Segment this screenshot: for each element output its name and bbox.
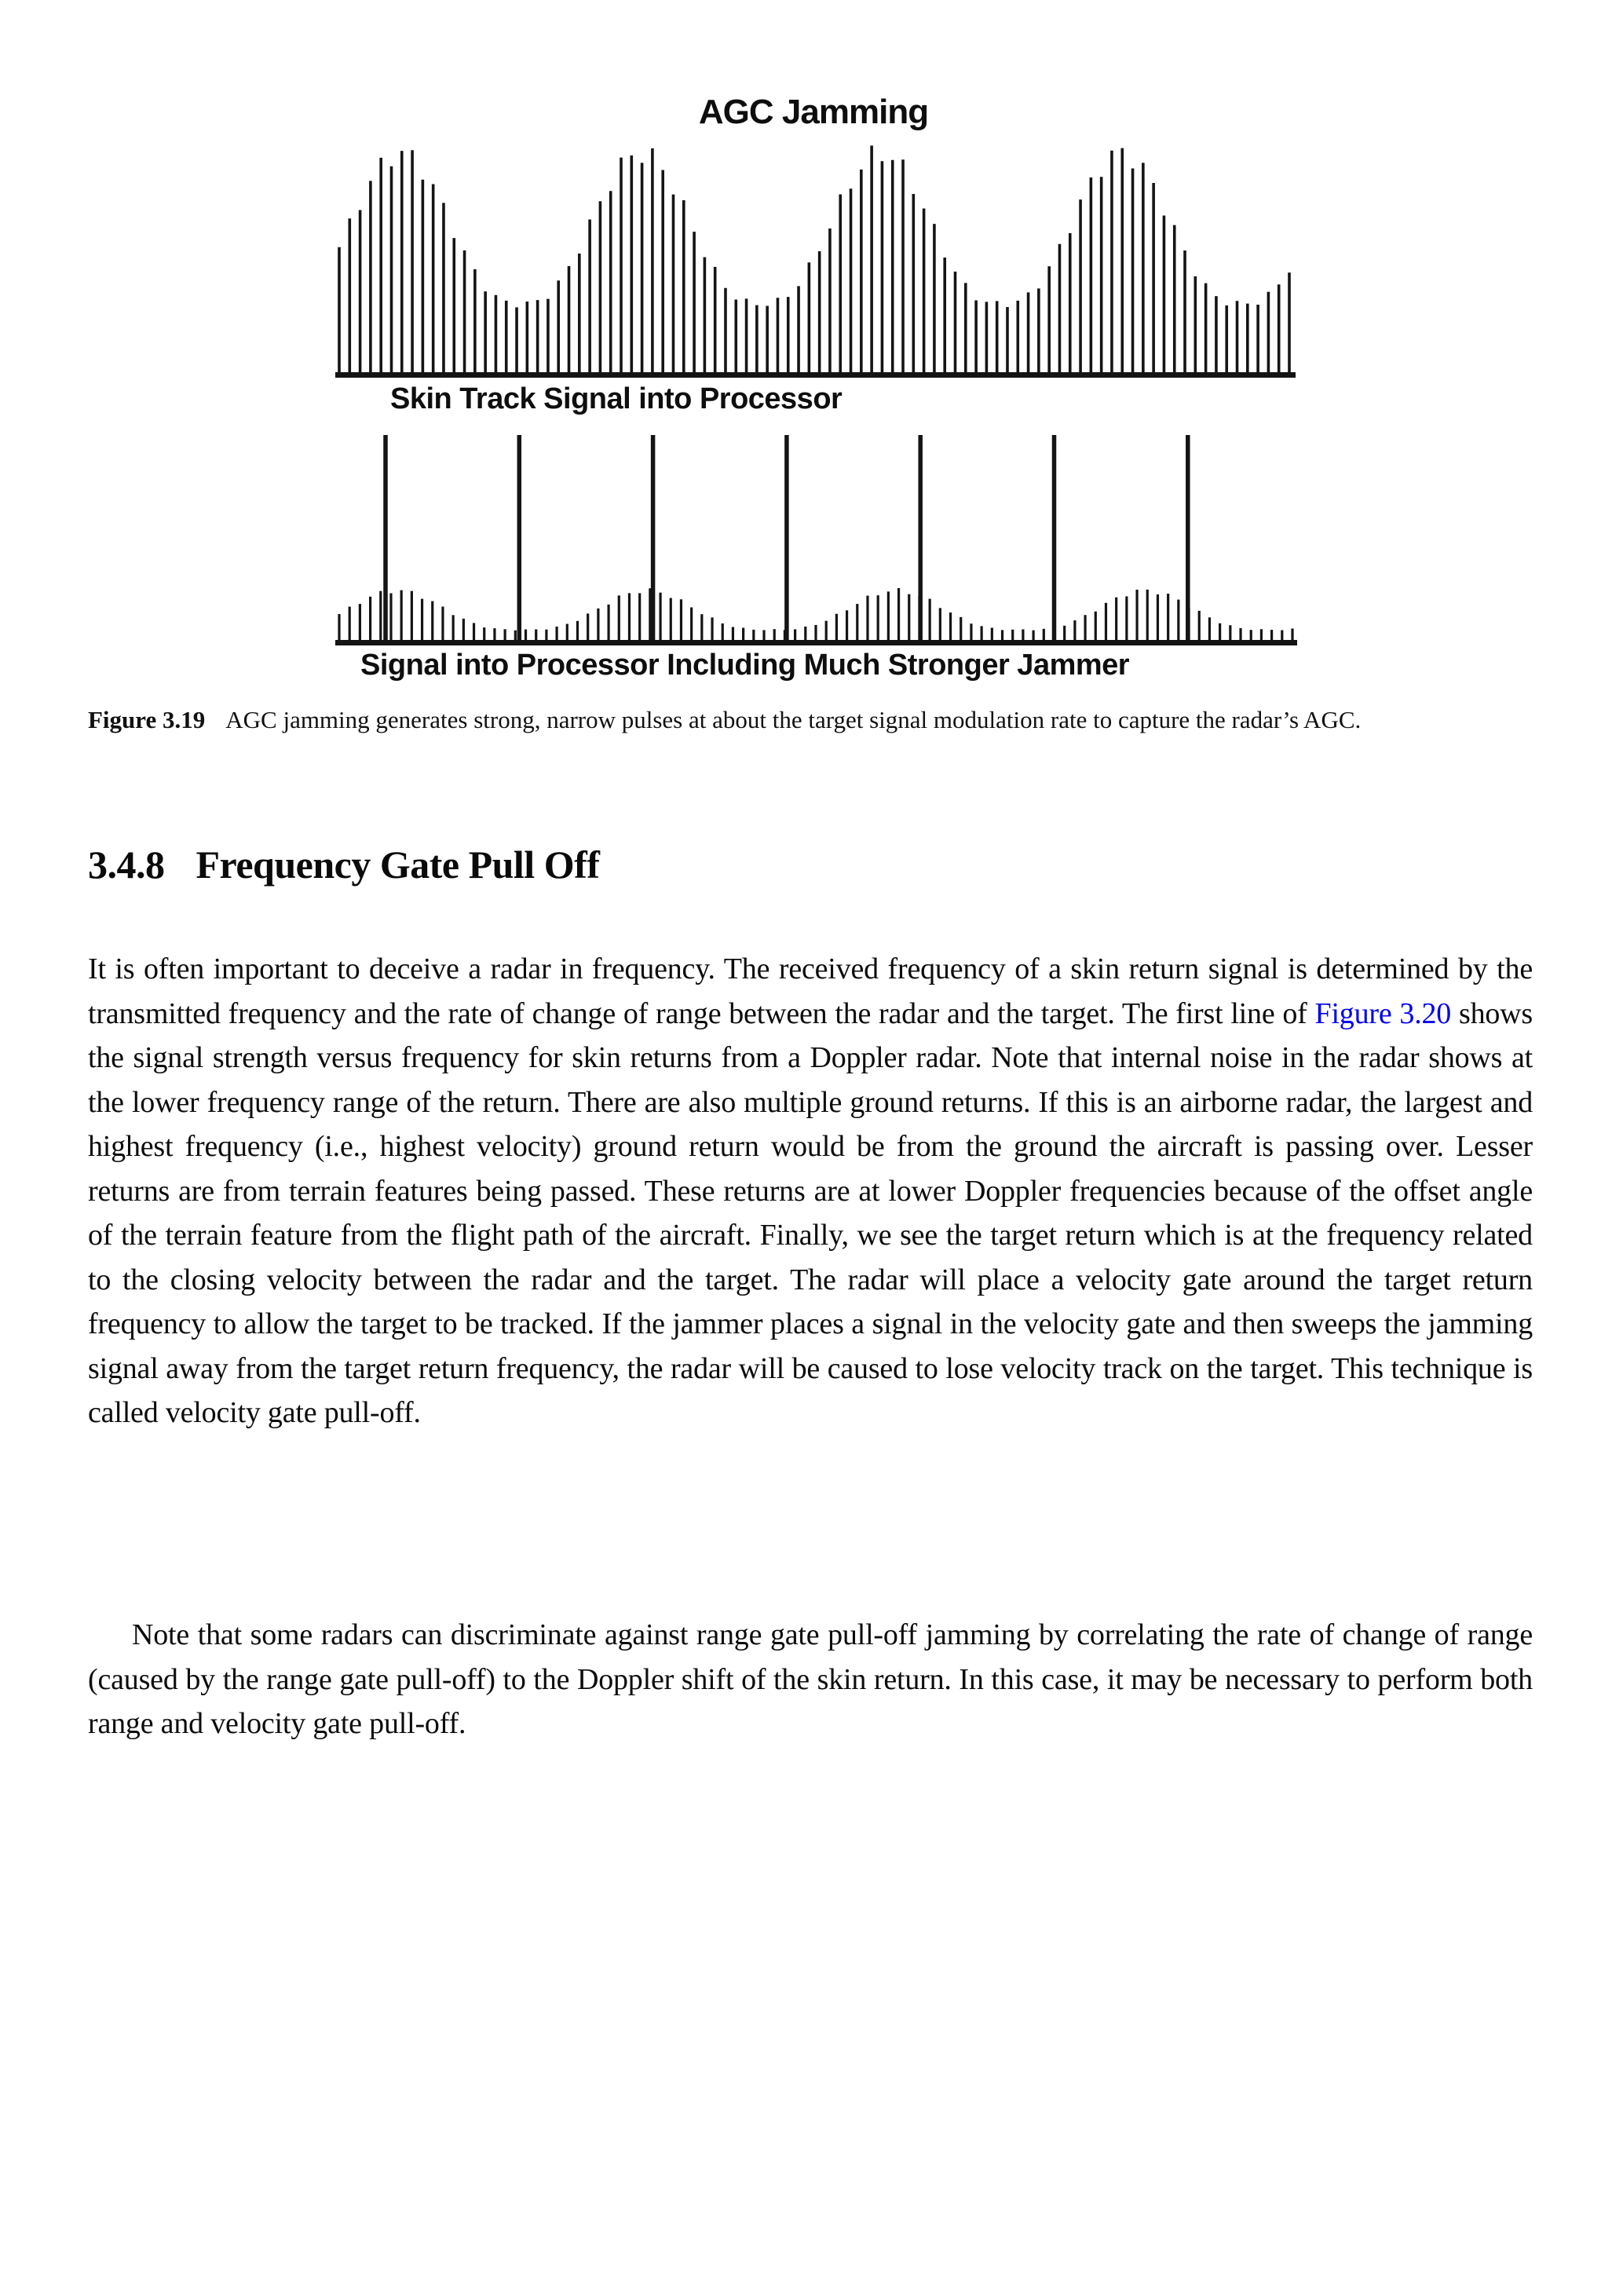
paragraph-frequency-gate-1 [88, 947, 1533, 1435]
figure-3-19 [0, 0, 1623, 699]
section-title: Frequency Gate Pull Off [196, 843, 600, 887]
figure-caption [88, 701, 1531, 738]
figure-caption-text: AGC jamming generates strong, narrow pulses at about the target signal modulation rate to capture the radar’s AGC. [225, 706, 1362, 733]
skin-track-signal-label: Skin Track Signal into Processor [390, 382, 843, 415]
paragraph-text: It is often important to deceive a radar in frequency. The received frequency of a skin return signal is determined by the transmitted frequency and the rate of change of range between the radar and the target. The first line of [88, 952, 1533, 1030]
section-number: 3.4.8 [88, 843, 165, 887]
figure-caption-number: Figure 3.19 [88, 706, 206, 733]
jammer-signal-label: Signal into Processor Including Much Stronger Jammer [360, 649, 1130, 682]
paragraph-frequency-gate-2: Note that some radars can discriminate against range gate pull-off jamming by correlating the rate of change of range (caused by the range gate pull-off) to the Doppler shift of the skin return. In this case, it may be necessary to perform both range and velocity gate pull-off. [88, 1618, 1533, 1740]
figure-title: AGC Jamming [698, 93, 929, 131]
figure-3-20-link[interactable]: Figure 3.20 [1314, 996, 1452, 1030]
section-heading [88, 842, 1531, 887]
paragraph-text: shows the signal strength versus frequency for skin returns from a Doppler radar. Note that internal noise in the radar shows at the lower frequency range of the return. There are also multiple ground returns. If this is an airborne radar, the largest and highest frequency (i.e., highest velocity) ground return would be from the ground the aircraft is passing over. Lesser returns are from terrain features being passed. These returns are at lower Doppler frequencies because of the offset angle of the terrain feature from the flight path of the aircraft. Finally, we see the target return which is at the frequency related to the closing velocity between the radar and the target. The radar will place a velocity gate around the target return frequency to allow the target to be tracked. If the jammer places a signal in the velocity gate and then sweeps the jamming signal away from the target return frequency, the radar will be caused to lose velocity track on the target. This technique is called velocity gate pull-off. [88, 996, 1533, 1429]
